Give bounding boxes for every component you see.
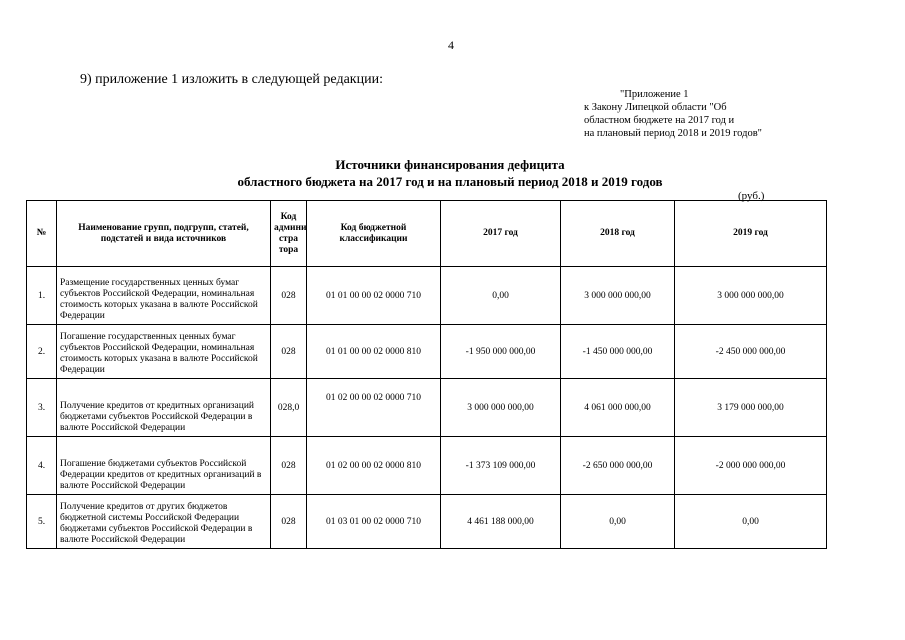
row-budget-code: 01 02 00 00 02 0000 810 bbox=[307, 437, 441, 495]
row-num: 2. bbox=[27, 325, 57, 379]
row-budget-code: 01 01 00 00 02 0000 810 bbox=[307, 325, 441, 379]
row-value-2019: -2 000 000 000,00 bbox=[675, 437, 827, 495]
row-num: 1. bbox=[27, 267, 57, 325]
row-admin-code: 028 bbox=[271, 325, 307, 379]
title-line-2: областного бюджета на 2017 год и на плановый период 2018 и 2019 годов bbox=[237, 174, 663, 189]
intro-text: 9) приложение 1 изложить в следующей редакции: bbox=[80, 72, 383, 87]
row-name: Получение кредитов от других бюджетов бюджетной системы Российской Федерации бюджетами субъектов Российской Федерации в валюте Российской Федерации bbox=[57, 495, 271, 549]
row-value-2019: 3 000 000 000,00 bbox=[675, 267, 827, 325]
header-name: Наименование групп, подгрупп, статей, подстатей и вида источников bbox=[57, 201, 271, 267]
annex-line-3: областном бюджете на 2017 год и bbox=[584, 115, 735, 126]
annex-line-1: "Приложение 1 bbox=[620, 89, 689, 100]
header-2018: 2018 год bbox=[561, 201, 675, 267]
row-budget-code: 01 02 00 00 02 0000 710 bbox=[307, 379, 441, 437]
row-num: 4. bbox=[27, 437, 57, 495]
annex-line-2: к Закону Липецкой области "Об bbox=[584, 102, 727, 113]
row-value-2018: 0,00 bbox=[561, 495, 675, 549]
table-row bbox=[27, 379, 827, 437]
row-value-2017: 4 461 188 000,00 bbox=[441, 495, 561, 549]
row-budget-code: 01 01 00 00 02 0000 710 bbox=[307, 267, 441, 325]
row-value-2018: 4 061 000 000,00 bbox=[561, 379, 675, 437]
row-name: Размещение государственных ценных бумаг субъектов Российской Федерации, номинальная стоимость которых указана в валюте Российской Федерации bbox=[57, 267, 271, 325]
table-header-row bbox=[27, 201, 827, 267]
row-admin-code: 028 bbox=[271, 495, 307, 549]
row-budget-code: 01 03 01 00 02 0000 710 bbox=[307, 495, 441, 549]
financing-sources-table bbox=[26, 200, 827, 549]
page-number: 4 bbox=[448, 38, 454, 52]
row-value-2019: 0,00 bbox=[675, 495, 827, 549]
row-admin-code: 028 bbox=[271, 267, 307, 325]
row-num: 5. bbox=[27, 495, 57, 549]
header-2019: 2019 год bbox=[675, 201, 827, 267]
document-title bbox=[150, 156, 750, 190]
row-value-2019: 3 179 000 000,00 bbox=[675, 379, 827, 437]
table-row bbox=[27, 267, 827, 325]
row-name: Погашение бюджетами субъектов Российской Федерации кредитов от кредитных организаций в валюте Российской Федерации bbox=[57, 437, 271, 495]
row-admin-code: 028,0 bbox=[271, 379, 307, 437]
row-value-2017: 3 000 000 000,00 bbox=[441, 379, 561, 437]
row-value-2017: -1 950 000 000,00 bbox=[441, 325, 561, 379]
row-value-2018: 3 000 000 000,00 bbox=[561, 267, 675, 325]
row-value-2018: -2 650 000 000,00 bbox=[561, 437, 675, 495]
header-2017: 2017 год bbox=[441, 201, 561, 267]
row-name: Погашение государственных ценных бумаг субъектов Российской Федерации, номинальная стоимость которых указана в валюте Российской Федерации bbox=[57, 325, 271, 379]
row-admin-code: 028 bbox=[271, 437, 307, 495]
title-line-1: Источники финансирования дефицита bbox=[335, 157, 565, 172]
annex-line-4: на плановый период 2018 и 2019 годов" bbox=[584, 128, 762, 139]
table-row bbox=[27, 325, 827, 379]
row-num: 3. bbox=[27, 379, 57, 437]
row-value-2018: -1 450 000 000,00 bbox=[561, 325, 675, 379]
annex-reference bbox=[584, 88, 762, 140]
row-value-2017: 0,00 bbox=[441, 267, 561, 325]
currency-unit: (руб.) bbox=[738, 190, 765, 202]
row-value-2017: -1 373 109 000,00 bbox=[441, 437, 561, 495]
table-row bbox=[27, 495, 827, 549]
header-admin-code: Код админи стра тора bbox=[271, 201, 307, 267]
row-name: Получение кредитов от кредитных организаций бюджетами субъектов Российской Федерации в валюте Российской Федерации bbox=[57, 379, 271, 437]
row-value-2019: -2 450 000 000,00 bbox=[675, 325, 827, 379]
table-row bbox=[27, 437, 827, 495]
header-num: № bbox=[27, 201, 57, 267]
header-budget-code: Код бюджетной классификации bbox=[307, 201, 441, 267]
